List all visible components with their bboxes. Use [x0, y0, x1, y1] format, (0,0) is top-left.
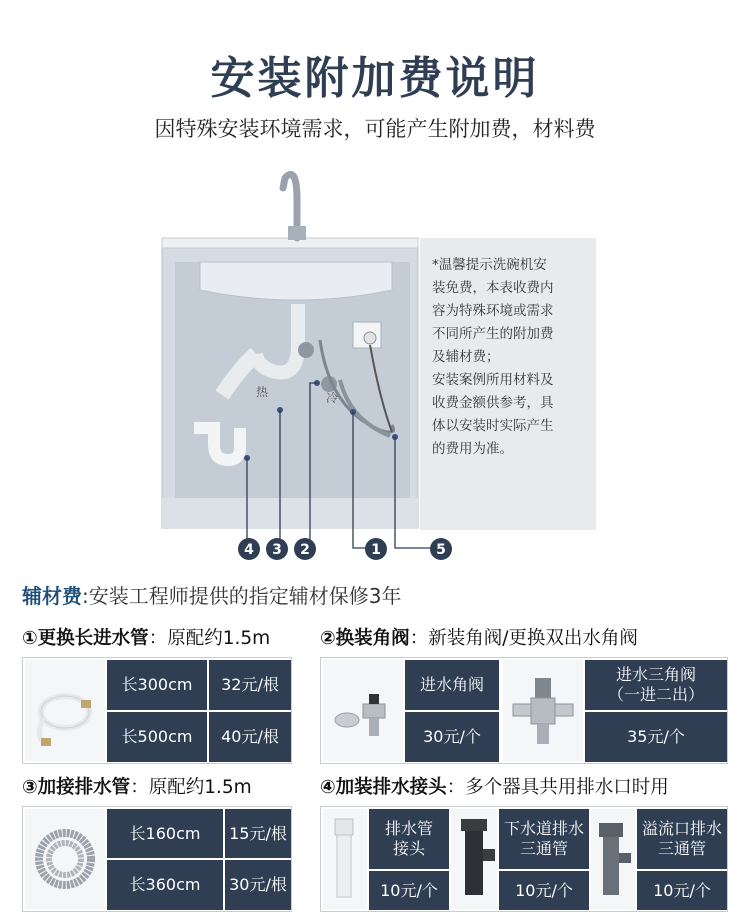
sewer-tee-name-line1: 下水道排水 [503, 819, 584, 838]
three-way-valve-image [503, 660, 583, 761]
callout-5: 5 [436, 542, 446, 558]
accessory-label: 辅材费 [22, 584, 82, 608]
callout-3: 3 [272, 542, 282, 558]
section-valve-title [320, 624, 638, 650]
overflow-tee-price: 10元/个 [637, 871, 727, 910]
inlet-hose-image [25, 660, 105, 761]
drain-hose-image [25, 809, 105, 909]
hot-valve [298, 342, 314, 358]
section-drain-title [22, 773, 252, 799]
angle-valve-name: 进水角阀 [405, 660, 499, 710]
section-desc: ：多个器具共用排水口时用 [446, 777, 669, 798]
sewer-tee-name-cell [499, 809, 589, 869]
drain-joint-name-line1: 排水管 [384, 819, 433, 838]
inlet-spec-500: 长500cm [107, 712, 207, 762]
drain-joint-name-line2: 接头 [392, 839, 425, 858]
callout-1: 1 [371, 542, 381, 558]
sewer-tee-price: 10元/个 [499, 871, 589, 910]
section-desc: ：新装角阀/更换双出水角阀 [409, 628, 638, 649]
drain-spec-360: 长360cm [107, 860, 223, 910]
section-joint-title [320, 773, 669, 799]
drain-hose-card [22, 806, 292, 912]
plug [364, 332, 376, 344]
tip-note [420, 238, 596, 530]
overflow-tee-name-line2: 三通管 [657, 839, 706, 858]
section-desc: ：原配约1.5m [148, 628, 271, 649]
section-number: ④ [320, 777, 336, 798]
drain-joint-name-cell [369, 809, 449, 869]
section-inlet-title [22, 624, 270, 650]
overflow-tee-image [591, 809, 635, 909]
section-name: 换装角阀 [335, 628, 410, 649]
note-line: *温馨提示洗碗机安 [432, 257, 547, 273]
cabinet-base [162, 498, 418, 528]
overflow-tee-name-cell [637, 809, 727, 869]
note-line: 及辅材费； [432, 349, 500, 365]
note-line: 不同所产生的附加费 [432, 326, 554, 342]
three-way-valve-price: 35元/个 [585, 712, 727, 762]
three-way-valve-name: 进水三角阀 [615, 665, 696, 684]
note-line: 收费金额供参考，具 [432, 395, 554, 411]
note-line: 的费用为准。 [432, 441, 513, 457]
callout-4: 4 [244, 542, 254, 558]
sewer-tee-name-line2: 三通管 [519, 839, 568, 858]
hot-label: 热 [256, 385, 269, 399]
accessory-text: :安装工程师提供的指定辅材保修3年 [82, 584, 402, 608]
page-title: 安装附加费说明 [210, 53, 540, 104]
note-line: 体以安装时实际产生 [432, 418, 554, 434]
three-way-valve-name-cell [585, 660, 727, 710]
note-line: 容为特殊环境或需求 [432, 303, 554, 319]
cold-label: 冷 [326, 391, 339, 405]
joint-card [320, 806, 728, 912]
section-name: 加装排水接头 [335, 777, 447, 798]
section-name: 更换长进水管 [37, 628, 149, 649]
section-number: ③ [22, 777, 38, 798]
angle-valve-price: 30元/个 [405, 712, 499, 762]
drain-spec-160: 长160cm [107, 809, 223, 858]
sewer-tee-image [451, 809, 497, 909]
inlet-price-300: 32元/根 [209, 660, 291, 710]
inlet-spec-300: 长300cm [107, 660, 207, 710]
callout-2: 2 [300, 542, 310, 558]
drain-price-160: 15元/根 [225, 809, 291, 858]
section-name: 加接排水管 [37, 777, 131, 798]
section-desc: ：原配约1.5m [130, 777, 252, 798]
note-line: 安装案例所用材料及 [432, 372, 554, 388]
valve-card [320, 657, 728, 764]
note-line: 装免费，本表收费内 [432, 280, 554, 296]
installation-diagram [0, 160, 750, 572]
drain-joint-price: 10元/个 [369, 871, 449, 910]
section-number: ② [320, 628, 336, 649]
drain-joint-image [323, 809, 367, 909]
sink-basin [200, 262, 392, 300]
accessory-warranty [22, 580, 401, 609]
inlet-price-500: 40元/根 [209, 712, 291, 762]
drain-price-360: 30元/根 [225, 860, 291, 910]
angle-valve-image [323, 660, 403, 761]
inlet-hose-card [22, 657, 292, 764]
section-number: ① [22, 628, 38, 649]
page-subtitle: 因特殊安装环境需求，可能产生附加费，材料费 [154, 117, 596, 141]
three-way-valve-sub: （一进二出） [607, 685, 704, 704]
overflow-tee-name-line1: 溢流口排水 [641, 819, 722, 838]
faucet-base [288, 226, 306, 240]
